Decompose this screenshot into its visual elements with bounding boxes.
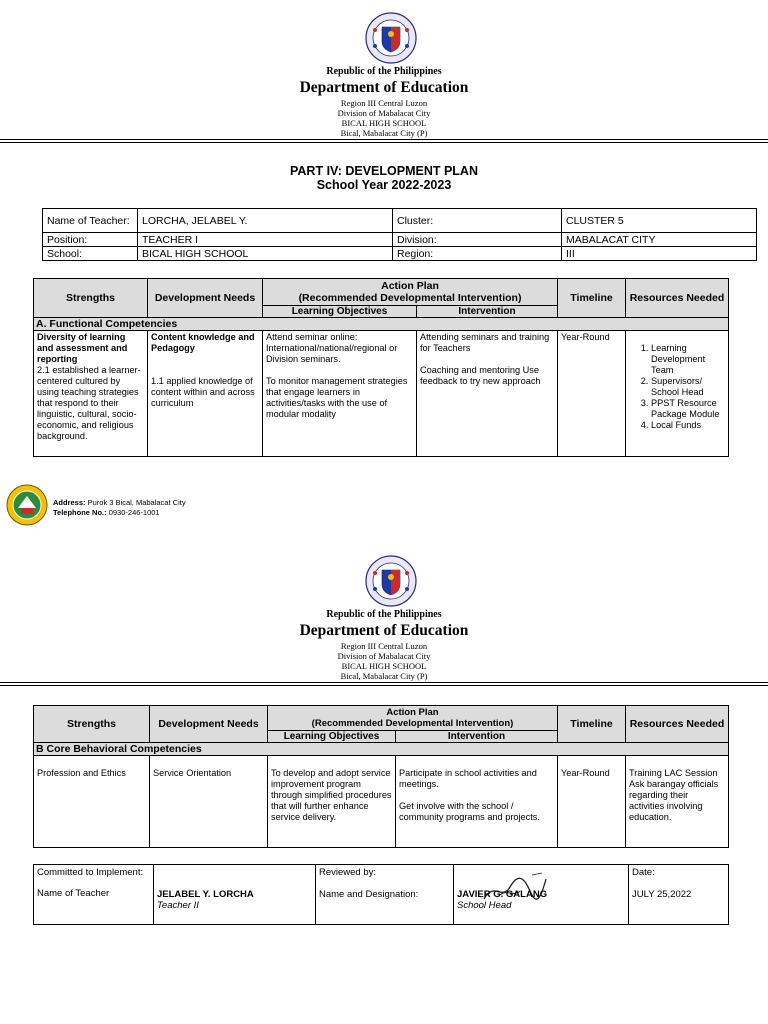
division-label: Division of Mabalacat City <box>337 108 431 118</box>
position-label: Position: <box>43 233 138 247</box>
school-logo-icon <box>6 484 48 526</box>
name-designation-label: Name and Designation: <box>319 889 419 900</box>
strength-text: 2.1 established a learner-centered cultured by using teaching strategies that respond to their linguistic, cultural, socio-economic, and religious background. <box>37 365 141 441</box>
timeline-cell-b: Year-Round <box>558 756 626 848</box>
head-signature-cell <box>454 865 629 925</box>
address-label: Address: <box>53 498 86 507</box>
name-of-teacher-label: Name of Teacher <box>37 888 110 899</box>
resources-cell-b: Training LAC Session Ask barangay officials regarding their activities involving education. <box>626 756 729 848</box>
division-label: Division: <box>393 233 562 247</box>
intervention-cell-b <box>396 756 558 848</box>
resources-header: Resources Needed <box>626 279 729 318</box>
cluster-label: Cluster: <box>393 209 562 233</box>
region-info-label: Region: <box>393 247 562 261</box>
teacher-signature-cell <box>154 865 316 925</box>
timeline-cell-a: Year-Round <box>558 331 626 457</box>
strengths-header: Strengths <box>34 279 148 318</box>
need-cell-a <box>148 331 263 457</box>
intervention-1: Attending seminars and training for Teachers <box>420 332 550 353</box>
phone-label: Telephone No.: <box>53 508 107 517</box>
resource-item: 1. Learning Development Team <box>651 343 725 376</box>
objective-2: To monitor management strategies that engage learners in activities/tasks with the use of modular modality <box>266 376 408 419</box>
region-label: Region III Central Luzon <box>340 98 428 108</box>
section-b-band: B Core Behavioral Competencies <box>34 743 729 756</box>
head-name: JAVIER G. GALANG <box>457 889 548 900</box>
cluster-value: CLUSTER 5 <box>562 209 757 233</box>
deped-seal-icon <box>365 12 417 64</box>
need-cell-b: Service Orientation <box>150 756 268 848</box>
needs-header: Development Needs <box>148 279 263 318</box>
header-rule-thin-2 <box>0 685 768 686</box>
strength-cell-b: Profession and Ethics <box>34 756 150 848</box>
republic-label-2: Republic of the Philippines <box>326 609 442 620</box>
resources-header-b: Resources Needed <box>626 706 729 743</box>
timeline-header: Timeline <box>558 279 626 318</box>
resources-list <box>629 343 725 431</box>
department-title: Department of Education <box>299 79 469 96</box>
date-cell <box>629 865 729 925</box>
resource-item: 3. PPST Resource Package Module <box>651 398 725 420</box>
resource-item: 4. Local Funds <box>651 420 725 431</box>
resources-cell-a <box>626 331 729 457</box>
intervention-header: Intervention <box>417 306 558 318</box>
date-value: JULY 25,2022 <box>632 889 692 900</box>
strength-cell-a <box>34 331 148 457</box>
timeline-header-b: Timeline <box>558 706 626 743</box>
objective-cell-b: To develop and adopt service improvement program through simplified procedures that will further enhance service delivery. <box>268 756 396 848</box>
development-plan-table-a <box>33 278 729 457</box>
deped-seal-icon-2 <box>365 555 417 607</box>
action-plan-header-b <box>268 706 558 731</box>
footer-address <box>53 498 186 518</box>
objectives-header: Learning Objectives <box>263 306 417 318</box>
location-label-2: Bical, Mabalacat City (P) <box>340 671 428 681</box>
plan-title: PART IV: DEVELOPMENT PLAN <box>290 164 478 178</box>
department-title-2: Department of Education <box>299 622 469 639</box>
teacher-position: Teacher II <box>157 900 199 911</box>
action-plan-subtitle-b: (Recommended Developmental Intervention) <box>311 718 514 729</box>
objective-1: Attend seminar online: International/national/regional or Division seminars. <box>266 332 398 364</box>
intervention-header-b: Intervention <box>396 731 558 743</box>
location-label: Bical, Mabalacat City (P) <box>340 128 428 138</box>
committed-cell <box>34 865 154 925</box>
committed-label: Committed to Implement: <box>37 867 144 878</box>
intervention-cell-a <box>417 331 558 457</box>
intervention-b-1: Participate in school activities and meetings. <box>399 768 537 789</box>
reviewed-cell <box>316 865 454 925</box>
objectives-header-b: Learning Objectives <box>268 731 396 743</box>
date-label: Date: <box>632 867 655 878</box>
division-label-2: Division of Mabalacat City <box>337 651 431 661</box>
school-info-value: BICAL HIGH SCHOOL <box>138 247 393 261</box>
name-label: Name of Teacher: <box>43 209 138 233</box>
intervention-2: Coaching and mentoring Use feedback to try new approach <box>420 365 541 386</box>
objectives-cell-a <box>263 331 417 457</box>
republic-label: Republic of the Philippines <box>326 66 442 77</box>
position-value: TEACHER I <box>138 233 393 247</box>
region-label-2: Region III Central Luzon <box>340 641 428 651</box>
school-label: BICAL HIGH SCHOOL <box>341 118 427 128</box>
signature-table <box>33 864 729 925</box>
reviewed-label: Reviewed by: <box>319 867 377 878</box>
resource-item: 2. Supervisors/ School Head <box>651 376 725 398</box>
header-rule-thin <box>0 142 768 143</box>
header-rule-2 <box>0 682 768 683</box>
strengths-header-b: Strengths <box>34 706 150 743</box>
action-plan-title: Action Plan <box>381 280 439 292</box>
phone-value: 0930-246-1001 <box>108 508 160 517</box>
teacher-name: JELABEL Y. LORCHA <box>157 889 254 900</box>
needs-header-b: Development Needs <box>150 706 268 743</box>
strength-title: Diversity of learning and assessment and reporting <box>37 332 128 364</box>
teacher-info-table <box>42 208 757 261</box>
header-rule <box>0 139 768 140</box>
division-value: MABALACAT CITY <box>562 233 757 247</box>
need-text: 1.1 applied knowledge of content within and across curriculum <box>151 376 255 408</box>
intervention-b-2: Get involve with the school / community programs and projects. <box>399 801 540 822</box>
head-position: School Head <box>457 900 512 911</box>
action-plan-header <box>263 279 558 306</box>
need-title: Content knowledge and Pedagogy <box>151 332 255 353</box>
name-value: LORCHA, JELABEL Y. <box>138 209 393 233</box>
address-value: Purok 3 Bical, Mabalacat City <box>87 498 186 507</box>
development-plan-table-b <box>33 705 729 848</box>
school-year: School Year 2022-2023 <box>316 178 452 192</box>
school-label-2: BICAL HIGH SCHOOL <box>341 661 427 671</box>
action-plan-subtitle: (Recommended Developmental Intervention) <box>298 292 522 304</box>
action-plan-title-b: Action Plan <box>386 707 439 718</box>
region-info-value: III <box>562 247 757 261</box>
section-a-band: A. Functional Competencies <box>34 318 729 331</box>
school-info-label: School: <box>43 247 138 261</box>
